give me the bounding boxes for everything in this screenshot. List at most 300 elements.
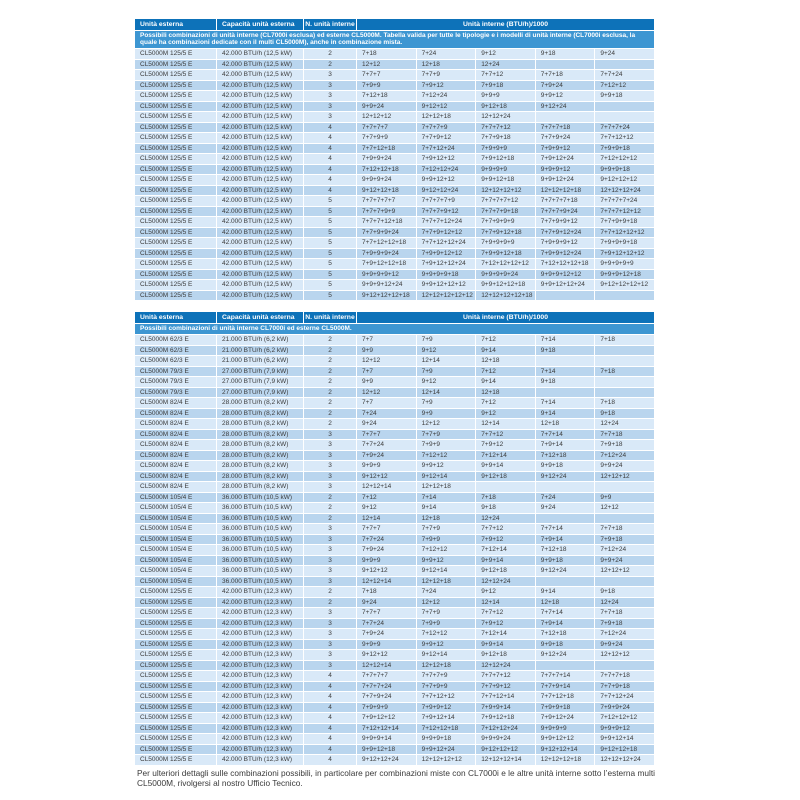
cell-combo: 9+9+12+24 (536, 175, 595, 185)
cell-combo: 7+18 (595, 398, 654, 408)
cell-n-units: 2 (304, 587, 356, 597)
cell-combo: 7+7+9+9 (357, 133, 416, 143)
cell-combo: 7+7+9+12+12 (417, 228, 476, 238)
cell-combo: 7+12+12+12 (595, 713, 654, 723)
cell-combo: 9+24 (595, 49, 654, 59)
cell-combo: 12+12+12+12 (476, 186, 535, 196)
cell-combo: 9+9+12+14 (595, 734, 654, 744)
table-row (135, 724, 654, 734)
cell-combo: 7+9+12+14 (417, 713, 476, 723)
cell-n-units: 5 (304, 249, 356, 259)
cell-combo (536, 482, 595, 492)
cell-combo: 9+9+9 (476, 91, 535, 101)
table-row (135, 186, 654, 196)
table-row (135, 703, 654, 713)
cell-combo: 7+9+24 (357, 451, 416, 461)
cell-capacity: 42.000 BTU/h (12,5 kW) (217, 270, 303, 280)
cell-combo: 7+9+18 (595, 440, 654, 450)
table-row (135, 346, 654, 356)
cell-n-units: 2 (304, 514, 356, 524)
cell-n-units: 3 (304, 556, 356, 566)
cell-combo: 7+24 (357, 409, 416, 419)
cell-combo: 9+9+14 (476, 640, 535, 650)
cell-combo: 7+9+9+18 (595, 144, 654, 154)
cell-n-units: 4 (304, 682, 356, 692)
cell-combo: 7+9+9+24 (357, 154, 416, 164)
cell-n-units: 2 (304, 60, 356, 70)
cell-combo: 7+9 (417, 367, 476, 377)
table-row (135, 91, 654, 101)
cell-combo: 12+12+12 (595, 472, 654, 482)
cell-n-units: 3 (304, 81, 356, 91)
cell-n-units: 4 (304, 175, 356, 185)
cell-capacity: 36.000 BTU/h (10,5 kW) (217, 535, 303, 545)
cell-capacity: 21.000 BTU/h (6,2 kW) (217, 335, 303, 345)
cell-combo: 7+9 (417, 335, 476, 345)
col-header-n-unita-interne: N. unità interne (305, 314, 355, 321)
table-row (135, 154, 654, 164)
cell-combo: 7+7+9+24 (536, 133, 595, 143)
cell-capacity: 42.000 BTU/h (12,5 kW) (217, 217, 303, 227)
cell-combo: 12+12+12+12+12 (417, 291, 476, 301)
cell-n-units: 3 (304, 70, 356, 80)
cell-combo: 9+12+12 (357, 566, 416, 576)
cell-combo: 7+9+14 (536, 619, 595, 629)
cell-model: CL5000M 82/4 E (135, 472, 216, 482)
cell-capacity: 36.000 BTU/h (10,5 kW) (217, 577, 303, 587)
cell-combo: 7+7+14 (536, 430, 595, 440)
cell-combo: 9+9+12+12 (536, 734, 595, 744)
cell-combo: 7+12+12+24 (476, 724, 535, 734)
cell-model: CL5000M 125/5 E (135, 608, 216, 618)
cell-combo: 7+18 (476, 493, 535, 503)
cell-combo: 7+12+12+18 (417, 724, 476, 734)
table-row (135, 81, 654, 91)
table-row (135, 545, 654, 555)
cell-capacity: 42.000 BTU/h (12,5 kW) (217, 133, 303, 143)
cell-combo: 12+14 (357, 514, 416, 524)
cell-combo: 9+9+18 (536, 556, 595, 566)
cell-capacity: 42.000 BTU/h (12,5 kW) (217, 91, 303, 101)
cell-capacity: 42.000 BTU/h (12,3 kW) (217, 755, 303, 765)
cell-n-units: 4 (304, 154, 356, 164)
cell-combo: 7+7+7 (357, 524, 416, 534)
table-row (135, 335, 654, 345)
cell-combo: 9+24 (536, 503, 595, 513)
cell-capacity: 42.000 BTU/h (12,5 kW) (217, 196, 303, 206)
cell-combo: 7+7+9 (417, 430, 476, 440)
cell-combo: 9+18 (476, 503, 535, 513)
cell-combo: 12+18 (417, 514, 476, 524)
cell-combo: 7+7+12+14 (476, 692, 535, 702)
cell-combo: 7+7+12 (476, 524, 535, 534)
cell-capacity: 42.000 BTU/h (12,5 kW) (217, 291, 303, 301)
cell-combo (595, 356, 654, 366)
cell-capacity: 28.000 BTU/h (8,2 kW) (217, 409, 303, 419)
cell-n-units: 3 (304, 472, 356, 482)
col-header-unita-interne: Unità interne (BTU/h)/1000 (357, 312, 654, 323)
cell-combo: 12+12+24 (476, 112, 535, 122)
table-row (135, 608, 654, 618)
table-row (135, 451, 654, 461)
cell-combo: 12+12+18 (417, 661, 476, 671)
cell-combo: 7+9+12+24 (536, 713, 595, 723)
cell-combo (536, 514, 595, 524)
cell-combo: 7+9+14 (536, 440, 595, 450)
cell-combo: 7+7+12+12+12 (595, 228, 654, 238)
table-header-row (135, 19, 654, 30)
cell-capacity: 42.000 BTU/h (12,3 kW) (217, 713, 303, 723)
cell-combo: 7+12+14 (476, 545, 535, 555)
cell-model: CL5000M 125/5 E (135, 60, 216, 70)
cell-n-units: 2 (304, 398, 356, 408)
cell-combo: 7+9+12+12+18 (357, 259, 416, 269)
cell-combo: 9+12+18 (476, 102, 535, 112)
cell-combo: 7+12+24 (595, 629, 654, 639)
cell-n-units: 4 (304, 703, 356, 713)
cell-n-units: 4 (304, 692, 356, 702)
cell-model: CL5000M 125/5 E (135, 291, 216, 301)
cell-combo: 9+9+12+12 (417, 175, 476, 185)
cell-combo: 12+12+14 (357, 577, 416, 587)
cell-combo: 9+14 (536, 409, 595, 419)
cell-capacity: 42.000 BTU/h (12,5 kW) (217, 280, 303, 290)
cell-capacity: 42.000 BTU/h (12,3 kW) (217, 598, 303, 608)
cell-combo: 12+24 (595, 419, 654, 429)
cell-n-units: 4 (304, 123, 356, 133)
col-header-unita-interne: Unità interne (BTU/h)/1000 (357, 19, 654, 30)
cell-capacity: 42.000 BTU/h (12,3 kW) (217, 587, 303, 597)
table-row (135, 587, 654, 597)
cell-combo: 7+9+9+9 (476, 144, 535, 154)
cell-n-units: 4 (304, 671, 356, 681)
cell-combo: 7+9+14 (536, 535, 595, 545)
cell-capacity: 28.000 BTU/h (8,2 kW) (217, 482, 303, 492)
table-row (135, 650, 654, 660)
cell-combo: 7+7+9+12 (476, 682, 535, 692)
cell-combo: 7+7+9+12 (417, 133, 476, 143)
cell-model: CL5000M 125/5 E (135, 238, 216, 248)
cell-combo: 12+12 (417, 598, 476, 608)
cell-combo: 12+14 (476, 419, 535, 429)
cell-combo: 9+12+18 (476, 650, 535, 660)
cell-combo: 7+7+9 (417, 608, 476, 618)
cell-capacity: 42.000 BTU/h (12,3 kW) (217, 745, 303, 755)
cell-model: CL5000M 125/5 E (135, 619, 216, 629)
cell-model: CL5000M 125/5 E (135, 703, 216, 713)
cell-model: CL5000M 125/5 E (135, 217, 216, 227)
cell-combo: 9+9+12+12+18 (476, 280, 535, 290)
cell-capacity: 42.000 BTU/h (12,5 kW) (217, 112, 303, 122)
cell-combo (476, 482, 535, 492)
cell-capacity: 42.000 BTU/h (12,3 kW) (217, 682, 303, 692)
cell-combo: 7+7+9+18 (476, 133, 535, 143)
cell-model: CL5000M 125/5 E (135, 249, 216, 259)
cell-combo: 9+9+9 (357, 640, 416, 650)
cell-combo: 9+12+18 (476, 472, 535, 482)
cell-combo: 7+9+9+9+12 (536, 238, 595, 248)
cell-n-units: 4 (304, 144, 356, 154)
cell-model: CL5000M 105/4 E (135, 545, 216, 555)
cell-n-units: 3 (304, 451, 356, 461)
cell-combo (536, 112, 595, 122)
cell-combo: 7+7+9+12+24 (536, 228, 595, 238)
cell-capacity: 21.000 BTU/h (6,2 kW) (217, 346, 303, 356)
cell-model: CL5000M 125/5 E (135, 280, 216, 290)
table-row (135, 175, 654, 185)
table-row (135, 70, 654, 80)
cell-combo: 7+18 (357, 49, 416, 59)
cell-combo: 7+7+18 (536, 70, 595, 80)
cell-combo: 9+14 (417, 503, 476, 513)
col-header-capacita-unita-esterna: Capacità unità esterna (217, 19, 303, 30)
cell-combo (595, 388, 654, 398)
cell-combo: 12+14 (417, 356, 476, 366)
cell-combo: 7+7+7+7+12 (476, 196, 535, 206)
cell-combo: 7+7+24 (357, 440, 416, 450)
cell-capacity: 42.000 BTU/h (12,3 kW) (217, 619, 303, 629)
cell-combo: 7+7+7+12+24 (417, 217, 476, 227)
cell-combo: 7+12+14 (476, 451, 535, 461)
cell-n-units: 4 (304, 713, 356, 723)
col-header-n-unita-interne: N. unità interne (305, 21, 355, 28)
cell-model: CL5000M 125/5 E (135, 123, 216, 133)
cell-combo: 12+12 (417, 419, 476, 429)
cell-capacity: 27.000 BTU/h (7,9 kW) (217, 377, 303, 387)
cell-combo: 12+12+14 (357, 482, 416, 492)
cell-combo: 7+9+24 (536, 81, 595, 91)
cell-model: CL5000M 125/5 E (135, 228, 216, 238)
cell-combo: 7+7+7+9 (417, 671, 476, 681)
cell-combo: 9+18 (536, 346, 595, 356)
cell-n-units: 5 (304, 207, 356, 217)
cell-combo: 12+24 (476, 514, 535, 524)
cell-combo: 9+12+12+24 (417, 186, 476, 196)
cell-combo: 9+12 (476, 49, 535, 59)
combinations-table-cl7000i (135, 312, 654, 765)
cell-model: CL5000M 105/4 E (135, 577, 216, 587)
cell-combo: 7+7+12 (476, 70, 535, 80)
cell-combo: 7+12+18 (536, 545, 595, 555)
cell-n-units: 3 (304, 430, 356, 440)
cell-combo (595, 514, 654, 524)
cell-combo: 9+9 (357, 377, 416, 387)
cell-capacity: 42.000 BTU/h (12,5 kW) (217, 144, 303, 154)
cell-combo: 12+12 (357, 388, 416, 398)
cell-model: CL5000M 79/3 E (135, 377, 216, 387)
cell-model: CL5000M 125/5 E (135, 207, 216, 217)
cell-combo: 7+7+14 (536, 524, 595, 534)
cell-combo: 7+7+12+18 (357, 144, 416, 154)
cell-combo: 7+9+12+12+12 (595, 249, 654, 259)
cell-combo: 9+9+14 (476, 461, 535, 471)
cell-combo: 12+18 (476, 356, 535, 366)
cell-combo: 7+7+7+24 (595, 123, 654, 133)
cell-capacity: 42.000 BTU/h (12,3 kW) (217, 640, 303, 650)
cell-model: CL5000M 82/4 E (135, 398, 216, 408)
cell-combo: 7+9+12 (476, 535, 535, 545)
table-row (135, 640, 654, 650)
table-row (135, 388, 654, 398)
cell-combo: 7+9+9+12 (417, 703, 476, 713)
cell-model: CL5000M 105/4 E (135, 524, 216, 534)
cell-n-units: 2 (304, 503, 356, 513)
cell-model: CL5000M 125/5 E (135, 196, 216, 206)
cell-model: CL5000M 125/5 E (135, 734, 216, 744)
cell-capacity: 42.000 BTU/h (12,3 kW) (217, 661, 303, 671)
cell-capacity: 28.000 BTU/h (8,2 kW) (217, 430, 303, 440)
cell-capacity: 42.000 BTU/h (12,3 kW) (217, 629, 303, 639)
table-row (135, 629, 654, 639)
cell-model: CL5000M 105/4 E (135, 556, 216, 566)
cell-combo: 9+9+12 (417, 461, 476, 471)
cell-capacity: 42.000 BTU/h (12,5 kW) (217, 207, 303, 217)
cell-capacity: 28.000 BTU/h (8,2 kW) (217, 451, 303, 461)
cell-n-units: 4 (304, 745, 356, 755)
cell-capacity: 42.000 BTU/h (12,5 kW) (217, 259, 303, 269)
cell-model: CL5000M 82/4 E (135, 451, 216, 461)
cell-combo: 7+12+24 (595, 451, 654, 461)
cell-combo: 9+12+24 (536, 650, 595, 660)
cell-combo: 7+7+7+7 (357, 671, 416, 681)
cell-n-units: 2 (304, 493, 356, 503)
cell-capacity: 42.000 BTU/h (12,5 kW) (217, 175, 303, 185)
table-subtitle: Possibili combinazioni di unità interne CL7000i ed esterne CL5000M. (135, 324, 654, 334)
table-row (135, 228, 654, 238)
cell-combo: 9+9 (417, 409, 476, 419)
cell-combo: 7+9+9 (357, 81, 416, 91)
cell-combo (536, 577, 595, 587)
cell-model: CL5000M 125/5 E (135, 91, 216, 101)
table-row (135, 196, 654, 206)
cell-combo: 7+9+12+12 (357, 713, 416, 723)
cell-n-units: 3 (304, 629, 356, 639)
cell-combo: 12+12+12+12+18 (476, 291, 535, 301)
table-row (135, 503, 654, 513)
cell-combo: 7+12+12 (417, 545, 476, 555)
cell-combo: 7+7+9+18 (595, 682, 654, 692)
table-row (135, 377, 654, 387)
cell-capacity: 36.000 BTU/h (10,5 kW) (217, 556, 303, 566)
cell-combo: 12+24 (595, 598, 654, 608)
cell-combo: 9+9+12 (417, 640, 476, 650)
cell-combo: 7+12+18 (536, 451, 595, 461)
cell-combo: 7+7+24 (357, 619, 416, 629)
cell-combo: 7+7+12+12+18 (357, 238, 416, 248)
cell-model: CL5000M 105/4 E (135, 514, 216, 524)
cell-combo: 9+9+12 (417, 556, 476, 566)
cell-combo: 12+12+12 (595, 650, 654, 660)
cell-n-units: 3 (304, 640, 356, 650)
cell-combo: 7+12+12+14 (357, 724, 416, 734)
table-row (135, 398, 654, 408)
cell-combo: 9+12+14 (417, 472, 476, 482)
cell-combo: 7+7+12 (476, 430, 535, 440)
cell-combo: 7+12+12 (417, 451, 476, 461)
cell-capacity: 42.000 BTU/h (12,3 kW) (217, 734, 303, 744)
table-subtitle: Possibili combinazioni di unità interne (CL7000i esclusa) ed esterne CL5000M. Tabella valida per tutte le tipologie e i modelli di unità interne (CL7000i esclusa, la quale ha combinazioni dedicate con il multi CL5000M), anche in combinazione mista. (135, 31, 654, 48)
table-row (135, 566, 654, 576)
table-row (135, 112, 654, 122)
cell-combo: 9+12+18 (476, 566, 535, 576)
cell-combo: 9+9+24 (357, 102, 416, 112)
cell-combo: 7+7+12+12 (595, 133, 654, 143)
table-body (135, 335, 654, 765)
cell-n-units: 5 (304, 217, 356, 227)
cell-n-units: 3 (304, 482, 356, 492)
cell-combo: 7+14 (417, 493, 476, 503)
cell-n-units: 2 (304, 335, 356, 345)
cell-combo: 9+9+12 (536, 91, 595, 101)
cell-model: CL5000M 125/5 E (135, 259, 216, 269)
cell-combo: 9+9+9+24 (476, 734, 535, 744)
cell-capacity: 21.000 BTU/h (6,2 kW) (217, 356, 303, 366)
cell-combo (536, 356, 595, 366)
cell-combo: 9+14 (476, 377, 535, 387)
cell-model: CL5000M 79/3 E (135, 367, 216, 377)
table-row (135, 356, 654, 366)
footer-note: Per ulteriori dettagli sulle combinazioni possibili, in particolare per combinazioni miste con CL7000i e le altre unità interne sotto l’esterna multi CL5000M, rivolgersi al nostro Ufficio Tecnico. (137, 768, 655, 788)
cell-capacity: 36.000 BTU/h (10,5 kW) (217, 545, 303, 555)
cell-model: CL5000M 125/5 E (135, 713, 216, 723)
cell-combo: 7+7+7+12+18 (357, 217, 416, 227)
cell-combo: 12+14 (476, 598, 535, 608)
cell-combo: 12+24 (476, 60, 535, 70)
table-row (135, 291, 654, 301)
cell-combo: 7+7 (357, 398, 416, 408)
cell-combo: 9+9+24 (595, 461, 654, 471)
cell-capacity: 36.000 BTU/h (10,5 kW) (217, 514, 303, 524)
cell-capacity: 36.000 BTU/h (10,5 kW) (217, 493, 303, 503)
table-row (135, 556, 654, 566)
cell-n-units: 4 (304, 186, 356, 196)
cell-combo: 7+9+12 (417, 81, 476, 91)
cell-combo: 7+7+7+9+12 (417, 207, 476, 217)
cell-capacity: 28.000 BTU/h (8,2 kW) (217, 472, 303, 482)
cell-n-units: 5 (304, 270, 356, 280)
cell-combo: 7+7+7+7 (357, 123, 416, 133)
cell-combo: 12+12+12+12 (417, 755, 476, 765)
cell-combo: 9+9+9+9+9 (595, 259, 654, 269)
cell-combo: 7+7+7+12+12 (595, 207, 654, 217)
cell-model: CL5000M 125/5 E (135, 81, 216, 91)
cell-combo: 7+7+18 (595, 524, 654, 534)
cell-model: CL5000M 125/5 E (135, 102, 216, 112)
cell-model: CL5000M 125/5 E (135, 270, 216, 280)
cell-capacity: 28.000 BTU/h (8,2 kW) (217, 398, 303, 408)
table-row (135, 514, 654, 524)
cell-combo (595, 102, 654, 112)
cell-combo: 9+12+12 (417, 102, 476, 112)
table-row (135, 745, 654, 755)
cell-combo (536, 661, 595, 671)
cell-combo: 7+12+12+12+18 (536, 259, 595, 269)
table-row (135, 524, 654, 534)
cell-n-units: 4 (304, 755, 356, 765)
cell-combo: 12+12+24 (476, 661, 535, 671)
cell-model: CL5000M 82/4 E (135, 482, 216, 492)
table-row (135, 49, 654, 59)
cell-combo (595, 482, 654, 492)
cell-combo: 7+9+12+24 (536, 154, 595, 164)
cell-model: CL5000M 125/5 E (135, 629, 216, 639)
cell-capacity: 42.000 BTU/h (12,3 kW) (217, 671, 303, 681)
cell-capacity: 42.000 BTU/h (12,3 kW) (217, 608, 303, 618)
cell-combo: 9+9+9+18 (417, 734, 476, 744)
cell-combo: 7+18 (357, 587, 416, 597)
cell-model: CL5000M 62/3 E (135, 335, 216, 345)
cell-combo: 7+9+9+9+9 (476, 238, 535, 248)
